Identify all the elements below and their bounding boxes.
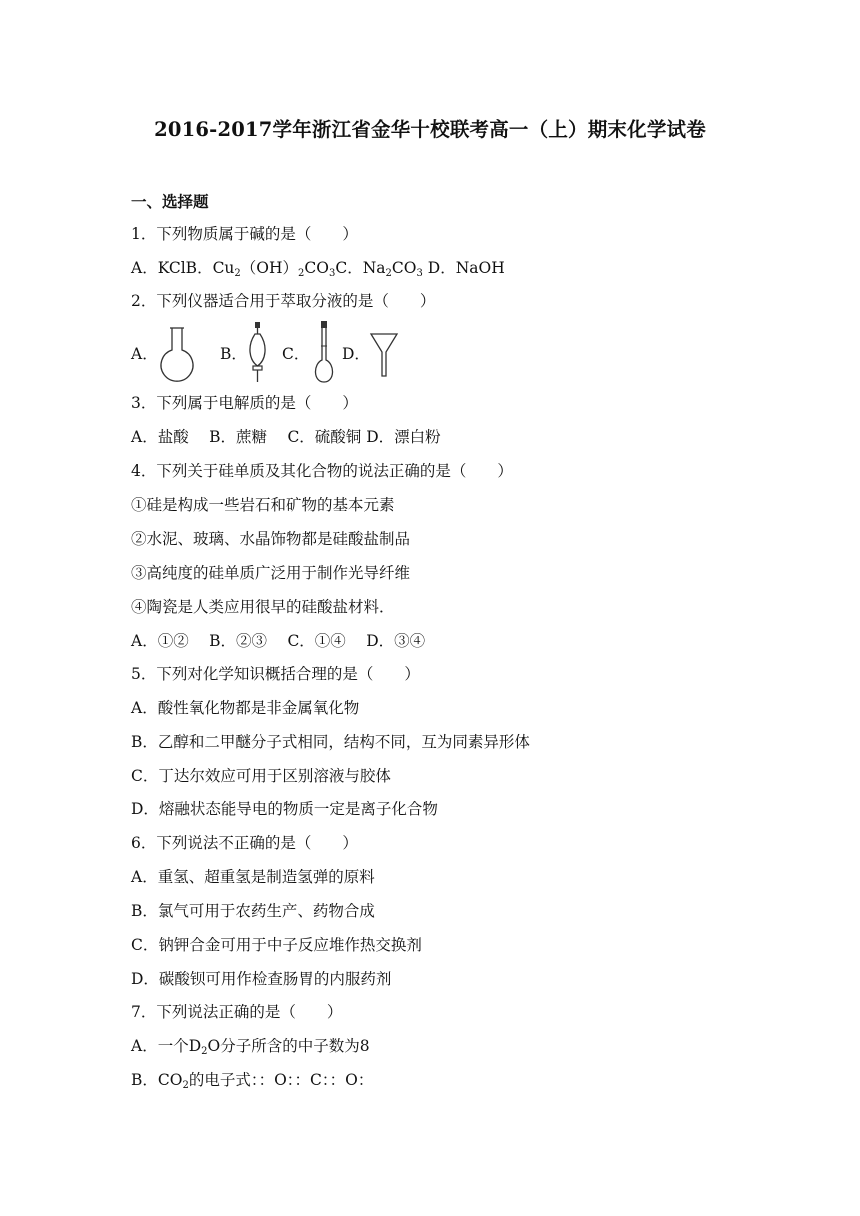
question-6-option-d: D．碳酸钡可用作检查肠胃的内服药剂 [131, 970, 392, 988]
question-4-stem: 4．下列关于硅单质及其化合物的说法正确的是（ ） [131, 462, 513, 480]
question-5-option-b: B．乙醇和二甲醚分子式相同，结构不同，互为同素异形体 [131, 733, 530, 751]
q1-text-b: （OH） [240, 259, 299, 277]
q7-a-text-1: A．一个D [131, 1037, 202, 1055]
question-1-stem: 1．下列物质属于碱的是（ ） [131, 225, 358, 243]
question-4-statement-4: ④陶瓷是人类应用很早的硅酸盐材料． [131, 598, 395, 616]
q1-sub: 3 [416, 268, 423, 279]
question-7-stem: 7．下列说法正确的是（ ） [131, 1003, 343, 1021]
question-4-statement-1: ①硅是构成一些岩石和矿物的基本元素 [131, 496, 395, 514]
question-3-options: A．盐酸 B．蔗糖 C．硫酸铜 D．漂白粉 [131, 428, 441, 446]
q1-text-c: CO [304, 259, 329, 277]
round-bottom-flask-icon [157, 326, 197, 386]
q1-text-a: A．KClB．Cu [131, 259, 235, 277]
q1-sub: 2 [298, 268, 305, 279]
question-6-option-b: B．氯气可用于农药生产、药物合成 [131, 902, 375, 920]
q1-text-e: CO [391, 259, 417, 277]
q1-text-d: C．Na [335, 259, 386, 277]
q7-sub: 2 [201, 1046, 208, 1057]
question-6-stem: 6．下列说法不正确的是（ ） [131, 834, 358, 852]
q1-sub: 3 [328, 268, 336, 279]
q1-sub: 2 [385, 268, 392, 279]
question-7-option-b [131, 1070, 373, 1090]
page-title: 2016-2017学年浙江省金华十校联考高一（上）期末化学试卷 [154, 118, 706, 141]
q2-option-d-label: D． [342, 345, 370, 363]
question-5-option-c: C．丁达尔效应可用于区别溶液与胶体 [131, 767, 391, 785]
q1-text-f: D．NaOH [422, 259, 505, 277]
question-4-options: A．①② B．②③ C．①④ D．③④ [131, 632, 426, 650]
question-1-options [131, 258, 505, 278]
question-2-stem: 2．下列仪器适合用于萃取分液的是（ ） [131, 292, 436, 310]
separatory-funnel-icon [245, 320, 271, 384]
section-heading: 一、选择题 [131, 192, 209, 211]
q2-option-a-label: A． [131, 345, 158, 363]
q2-option-b-label: B． [220, 345, 247, 363]
question-4-statement-2: ②水泥、玻璃、水晶饰物都是硅酸盐制品 [131, 530, 411, 548]
question-5-option-a: A．酸性氧化物都是非金属氧化物 [131, 699, 360, 717]
q7-b-text-2: 的电子式：：O：：C：：O： [188, 1071, 374, 1089]
volumetric-flask-icon [309, 320, 339, 384]
question-6-option-c: C．钠钾合金可用于中子反应堆作热交换剂 [131, 936, 422, 954]
funnel-icon [369, 332, 399, 378]
question-3-stem: 3．下列属于电解质的是（ ） [131, 394, 358, 412]
q7-sub: 2 [182, 1080, 189, 1091]
question-4-statement-3: ③高纯度的硅单质广泛用于制作光导纤维 [131, 564, 411, 582]
question-5-stem: 5．下列对化学知识概括合理的是（ ） [131, 665, 420, 683]
q2-option-c-label: C． [282, 345, 310, 363]
q1-sub: 2 [234, 268, 241, 279]
question-7-option-a [131, 1036, 370, 1056]
question-2-options [131, 320, 491, 384]
q7-a-text-2: O分子所含的中子数为8 [207, 1037, 370, 1055]
question-6-option-a: A．重氢、超重氢是制造氢弹的原料 [131, 868, 375, 886]
question-5-option-d: D．熔融状态能导电的物质一定是离子化合物 [131, 800, 438, 818]
q7-b-text-1: B．CO [131, 1071, 183, 1089]
